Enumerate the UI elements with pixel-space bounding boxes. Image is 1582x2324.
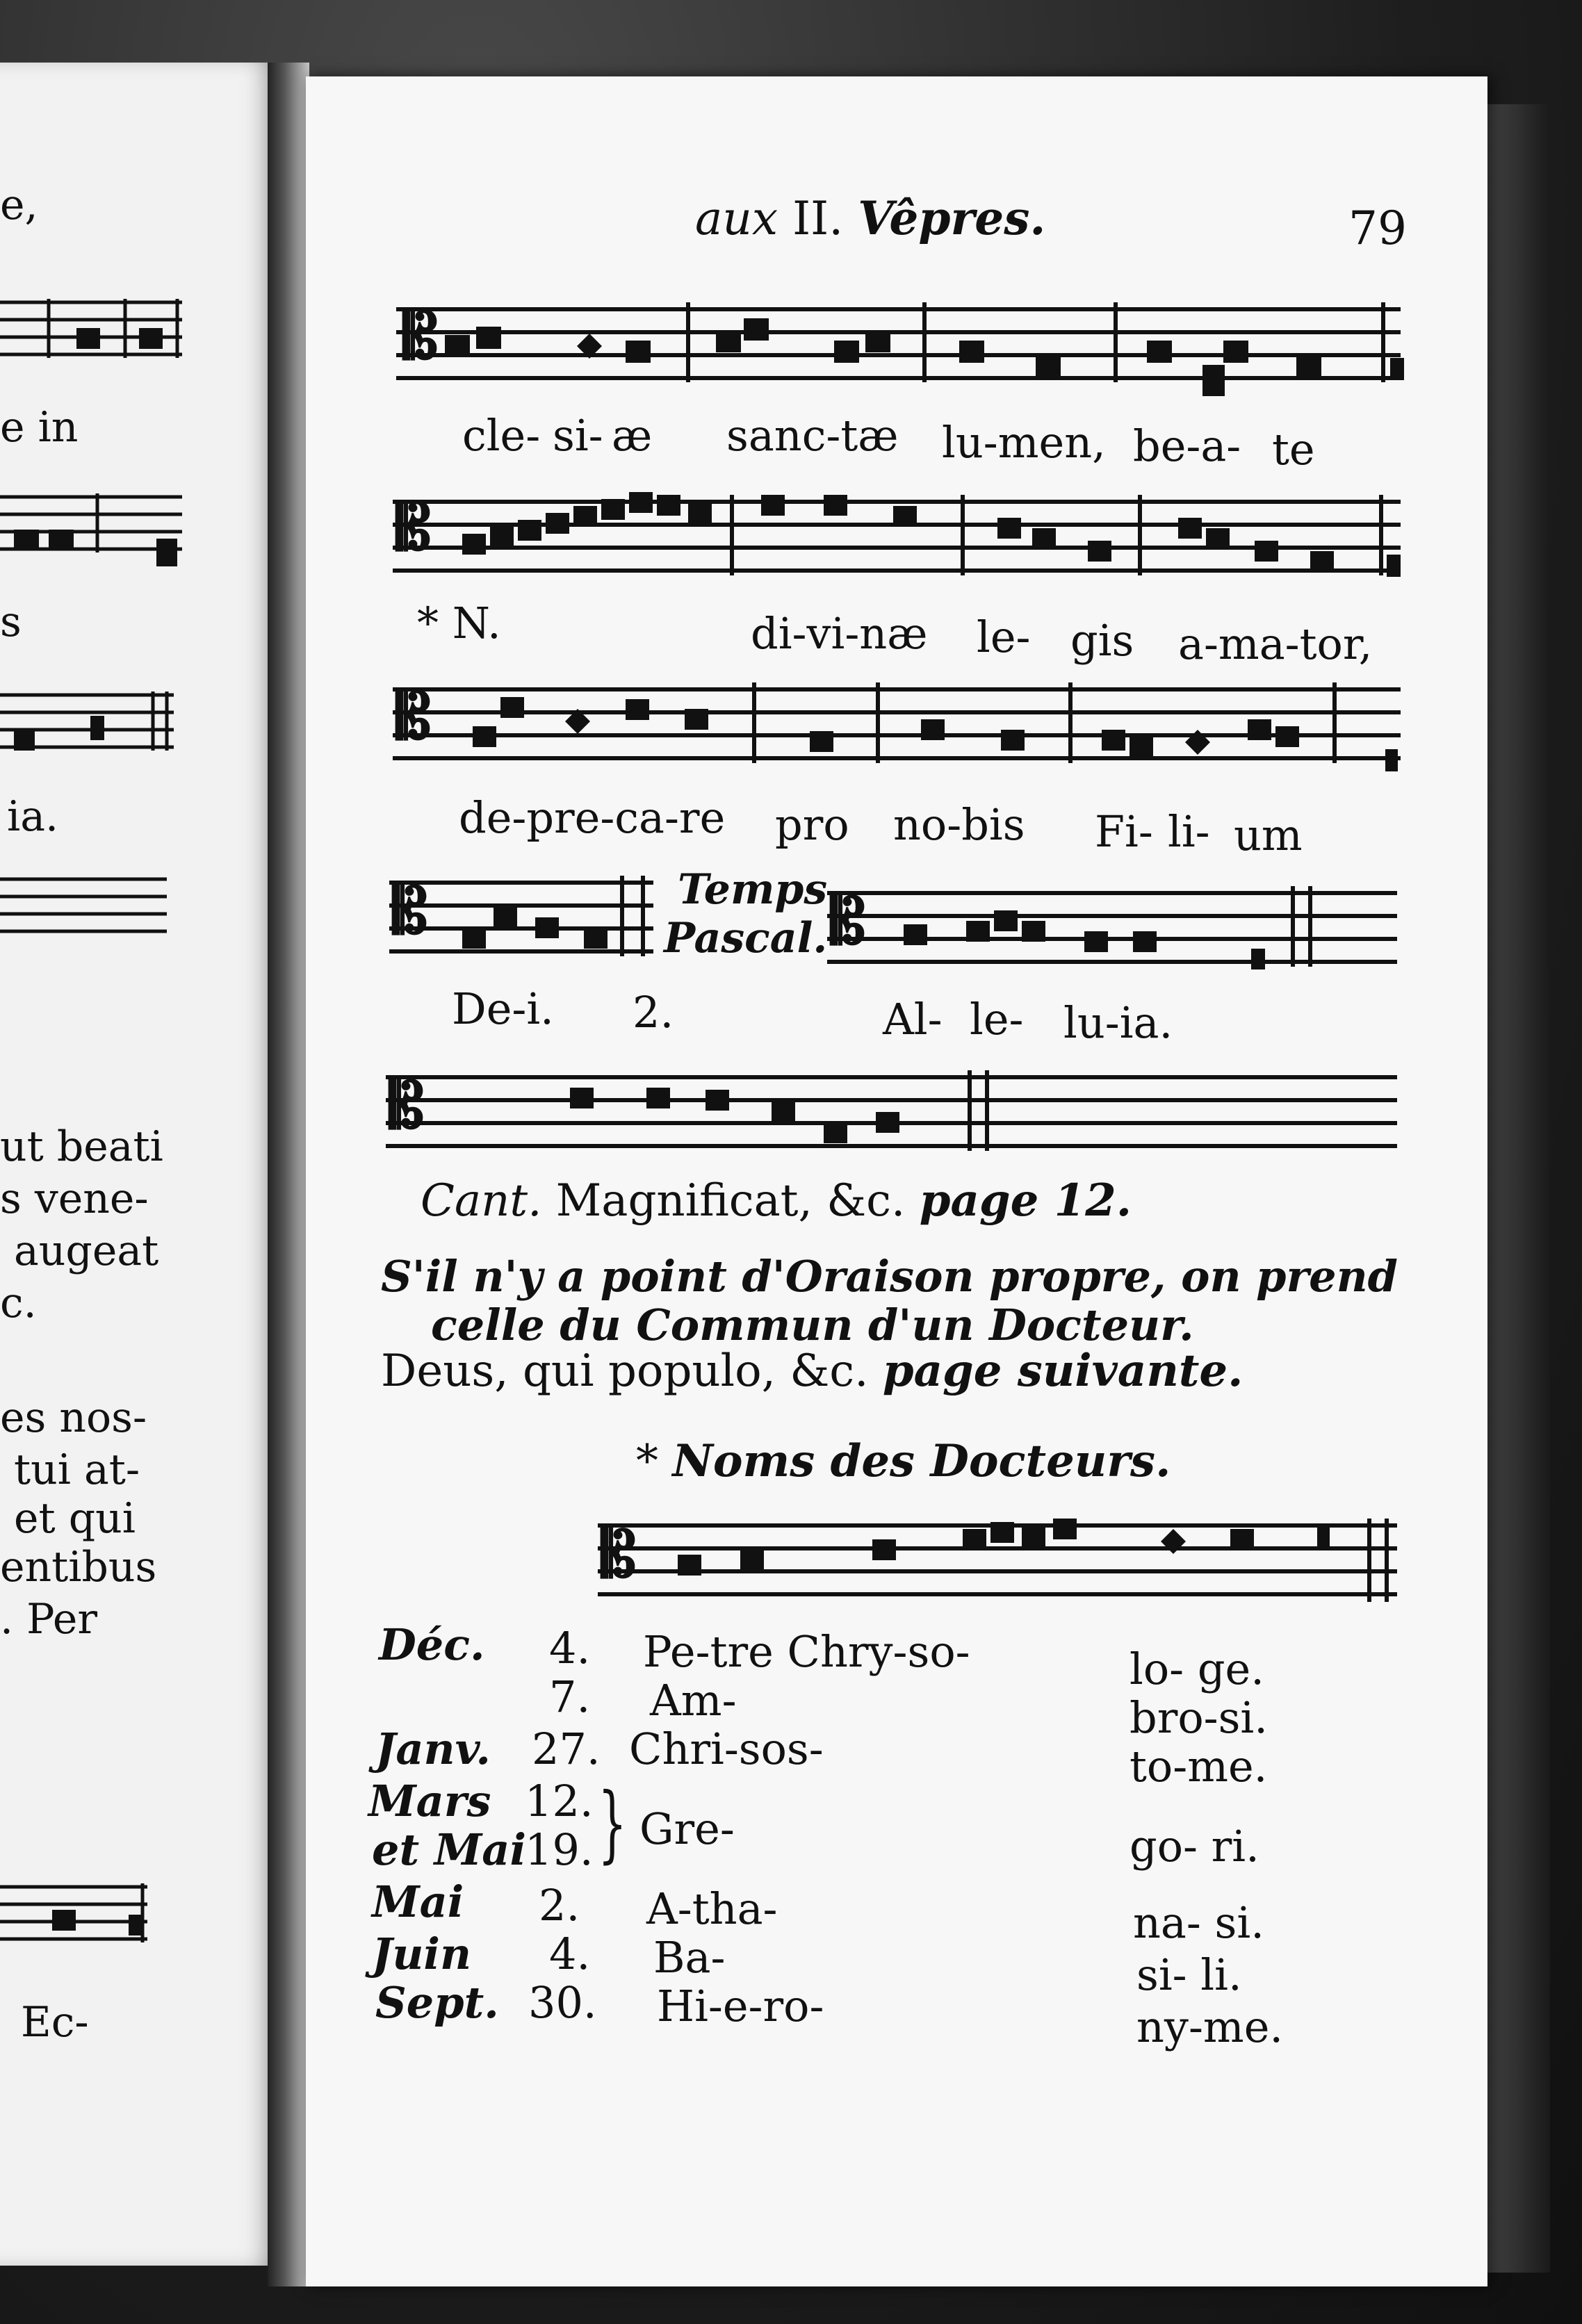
oraison-rubric-line2: celle du Commun d'un Docteur. bbox=[431, 1300, 1194, 1350]
doctor-day: 27. bbox=[532, 1724, 601, 1774]
doctor-month: Janv. bbox=[375, 1724, 491, 1774]
chant-staff-1 bbox=[389, 292, 1411, 424]
doctor-ending: si- li. bbox=[1136, 1949, 1242, 2000]
syllable: de-pre-ca-re bbox=[459, 792, 726, 843]
fragment: et qui bbox=[14, 1494, 136, 1543]
doctor-name: Ba- bbox=[653, 1932, 726, 1983]
cant-page: page 12. bbox=[919, 1175, 1132, 1227]
syllable: De-i. bbox=[452, 983, 554, 1034]
c-clef: 𝄡 bbox=[393, 874, 428, 948]
syllable: si- bbox=[553, 410, 603, 461]
fragment-staff bbox=[0, 486, 188, 584]
doctor-month: Mai bbox=[372, 1876, 464, 1927]
fragment: e, bbox=[0, 181, 38, 229]
rubric-temps: Temps bbox=[678, 865, 828, 914]
doctor-day: 4. bbox=[549, 1929, 591, 1979]
syllable: li- bbox=[1168, 806, 1210, 857]
canticle-rubric bbox=[421, 1175, 1132, 1227]
syllable: lu-ia. bbox=[1063, 997, 1173, 1048]
rubric-pascal: Pascal. bbox=[664, 914, 828, 963]
brace-icon: } bbox=[598, 1776, 627, 1872]
doctor-day: 30. bbox=[528, 1977, 597, 2028]
book-gutter bbox=[268, 63, 309, 2286]
neumes bbox=[462, 492, 1401, 577]
fragment: tui at- bbox=[14, 1446, 140, 1494]
doctor-day: 12. bbox=[525, 1776, 594, 1826]
doctor-month: Sept. bbox=[375, 1977, 499, 2028]
doctor-month: Déc. bbox=[379, 1619, 485, 1670]
chant-staff-2 bbox=[386, 480, 1411, 598]
syllable: a-ma-tor, bbox=[1178, 619, 1373, 669]
syllable: te bbox=[1272, 424, 1315, 475]
cant-text: Magnificat, &c. bbox=[555, 1175, 906, 1227]
doctor-month: Mars bbox=[368, 1776, 491, 1826]
doctor-day: 2. bbox=[539, 1880, 580, 1931]
fragment-staff bbox=[0, 681, 188, 778]
cant-label: Cant. bbox=[421, 1175, 542, 1227]
fragment: augeat bbox=[14, 1227, 159, 1275]
running-head-tail: Vêpres. bbox=[858, 191, 1046, 245]
fragment: Ec- bbox=[21, 1998, 89, 2047]
syllable: 2. bbox=[633, 987, 674, 1038]
fragment: c. bbox=[0, 1279, 37, 1327]
asterisk: * bbox=[636, 1436, 658, 1487]
fragment: ut beati bbox=[0, 1122, 163, 1171]
doctor-ending: ny-me. bbox=[1136, 2002, 1284, 2052]
doctor-ending: go- ri. bbox=[1130, 1821, 1259, 1872]
doctor-month: et Mai bbox=[372, 1824, 527, 1875]
doctor-name: Gre- bbox=[639, 1803, 735, 1854]
oraison-rubric-line1: S'il n'y a point d'Oraison propre, on prend bbox=[381, 1251, 1398, 1302]
fragment: entibus bbox=[0, 1543, 157, 1591]
syllable: cle- bbox=[462, 410, 541, 461]
fragment: . Per bbox=[0, 1595, 98, 1644]
fragment: e in bbox=[0, 403, 79, 452]
fragment: s bbox=[0, 598, 22, 646]
running-head bbox=[695, 191, 1045, 245]
syllable: Fi- bbox=[1095, 806, 1153, 857]
doctor-name: A-tha- bbox=[646, 1883, 778, 1934]
noms-title: Noms des Docteurs. bbox=[672, 1435, 1171, 1487]
c-clef: 𝄡 bbox=[389, 1069, 425, 1143]
doctor-month: Juin bbox=[372, 1929, 472, 1979]
doctor-day: 19. bbox=[525, 1824, 594, 1875]
c-clef: 𝄡 bbox=[396, 680, 432, 753]
running-head-italic: aux bbox=[695, 192, 778, 245]
syllable: gis bbox=[1070, 615, 1134, 666]
c-clef: 𝄡 bbox=[831, 885, 866, 958]
syllable: sanc-tæ bbox=[726, 410, 899, 461]
doctor-day: 7. bbox=[549, 1671, 591, 1722]
fragment: es nos- bbox=[0, 1393, 147, 1442]
fragment: ia. bbox=[7, 792, 59, 841]
doctor-ending: to-me. bbox=[1130, 1741, 1268, 1792]
c-clef: 𝄡 bbox=[601, 1518, 637, 1591]
doctor-day: 4. bbox=[549, 1623, 591, 1674]
page-edge-shadow bbox=[1487, 104, 1550, 2273]
syllable: lu-men, bbox=[942, 417, 1106, 468]
chant-staff-3 bbox=[386, 674, 1411, 792]
syllable: * N. bbox=[417, 598, 501, 648]
doctor-name: Am- bbox=[650, 1675, 737, 1726]
syllable: æ bbox=[612, 410, 653, 461]
syllable: le- bbox=[970, 994, 1024, 1045]
syllable: pro bbox=[775, 799, 849, 850]
doctor-ending: bro-si. bbox=[1130, 1692, 1268, 1743]
chant-staff-4b bbox=[820, 879, 1404, 983]
noms-heading bbox=[636, 1435, 1171, 1487]
chant-staff-4a bbox=[382, 869, 660, 973]
fragment: s vene- bbox=[0, 1175, 149, 1223]
doctor-ending: lo- ge. bbox=[1130, 1644, 1264, 1694]
deus-page: page suivante. bbox=[882, 1345, 1243, 1397]
doctor-name: Hi-e-ro- bbox=[657, 1981, 824, 2031]
deus-rubric bbox=[381, 1345, 1243, 1397]
syllable: di-vi-næ bbox=[751, 608, 928, 659]
fragment-staff bbox=[0, 292, 188, 375]
syllable: be-a- bbox=[1133, 420, 1241, 471]
syllable: no-bis bbox=[893, 799, 1025, 850]
doctor-name: Pe-tre Chry-so- bbox=[643, 1626, 970, 1677]
doctor-name: Chri-sos- bbox=[629, 1724, 824, 1774]
syllable: Al- bbox=[883, 994, 943, 1045]
syllable: um bbox=[1234, 810, 1303, 860]
deus-text: Deus, qui populo, &c. bbox=[381, 1345, 869, 1397]
fragment-staff bbox=[0, 869, 174, 952]
fragment-staff bbox=[0, 1876, 160, 1960]
running-head-roman: II. bbox=[792, 192, 844, 245]
chant-staff-6 bbox=[591, 1508, 1404, 1619]
c-clef: 𝄡 bbox=[403, 300, 439, 373]
c-clef: 𝄡 bbox=[396, 491, 432, 564]
page-number: 79 bbox=[1348, 202, 1407, 255]
chant-staff-5 bbox=[379, 1063, 1408, 1168]
doctor-ending: na- si. bbox=[1133, 1897, 1264, 1948]
syllable: le- bbox=[977, 612, 1031, 662]
